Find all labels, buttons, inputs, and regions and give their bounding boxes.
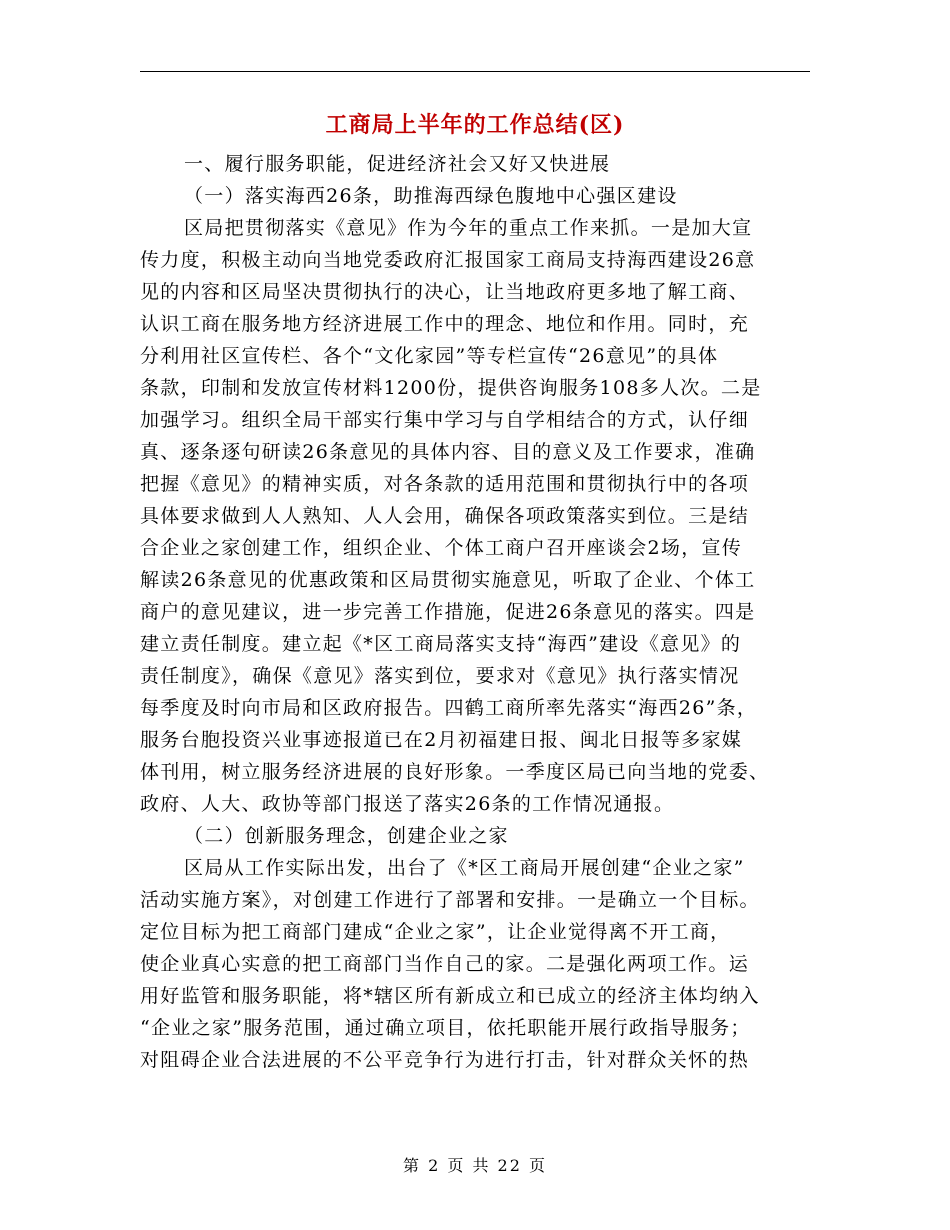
text-line: 条款，印制和发放宣传材料1200份，提供咨询服务108多人次。二是 <box>140 377 762 399</box>
text-line: 活动实施方案》，对创建工作进行了部署和安排。一是确立一个目标。 <box>140 889 760 911</box>
text-line: 体刊用，树立服务经济进展的良好形象。一季度区局已向当地的党委、 <box>140 761 770 783</box>
text-line: 建立责任制度。建立起《*区工商局落实支持“海西”建设《意见》的 <box>140 633 742 655</box>
text-line: 真、逐条逐句研读26条意见的具体内容、目的意义及工作要求，准确 <box>140 441 756 463</box>
text-line: 每季度及时向市局和区政府报告。四鹤工商所率先落实“海西26”条， <box>140 697 758 719</box>
text-line: （一）落实海西26条，助推海西绿色腹地中心强区建设 <box>184 185 678 207</box>
text-line: 合企业之家创建工作，组织企业、个体工商户召开座谈会2场，宣传 <box>140 537 743 559</box>
text-line: 加强学习。组织全局干部实行集中学习与自学相结合的方式，认仔细 <box>140 409 750 431</box>
page-footer: 第 2 页 共 22 页 <box>403 1156 547 1175</box>
text-line: 解读26条意见的优惠政策和区局贯彻实施意见，听取了企业、个体工 <box>140 569 756 591</box>
header-rule <box>140 71 810 72</box>
document-body <box>140 148 812 1076</box>
text-line: 分利用社区宣传栏、各个“文化家园”等专栏宣传“26意见”的具体 <box>140 345 719 367</box>
text-line: 责任制度》，确保《意见》落实到位，要求对《意见》执行落实情况 <box>140 665 740 687</box>
text-line: 商户的意见建议，进一步完善工作措施，促进26条意见的落实。四是 <box>140 601 756 623</box>
text-line: 定位目标为把工商部门建成“企业之家”，让企业觉得离不开工商， <box>140 921 731 943</box>
text-line: 服务台胞投资兴业事迹报道已在2月初福建日报、闽北日报等多家媒 <box>140 729 743 751</box>
text-line: 认识工商在服务地方经济进展工作中的理念、地位和作用。同时，充 <box>140 313 750 335</box>
document-title: 工商局上半年的工作总结(区) <box>325 112 625 138</box>
text-line: 政府、人大、政协等部门报送了落实26条的工作情况通报。 <box>140 793 675 815</box>
text-line: 一、履行服务职能，促进经济社会又好又快进展 <box>184 153 611 175</box>
text-line: 见的内容和区局坚决贯彻执行的决心，让当地政府更多地了解工商、 <box>140 281 750 303</box>
text-line: 区局把贯彻落实《意见》作为今年的重点工作来抓。一是加大宣 <box>184 217 753 239</box>
text-line: 传力度，积极主动向当地党委政府汇报国家工商局支持海西建设26意 <box>140 249 756 271</box>
text-line: “企业之家”服务范围，通过确立项目，依托职能开展行政指导服务； <box>140 1017 751 1039</box>
text-line: 对阻碍企业合法进展的不公平竞争行为进行打击，针对群众关怀的热 <box>140 1049 750 1071</box>
text-line: 使企业真心实意的把工商部门当作自己的家。二是强化两项工作。运 <box>140 953 750 975</box>
text-line: 区局从工作实际出发，出台了《*区工商局开展创建“企业之家” <box>184 857 745 879</box>
text-line: 把握《意见》的精神实质，对各条款的适用范围和贯彻执行中的各项 <box>140 473 750 495</box>
text-line: 用好监管和服务职能，将*辖区所有新成立和已成立的经济主体均纳入 <box>140 985 760 1007</box>
text-line: 具体要求做到人人熟知、人人会用，确保各项政策落实到位。三是结 <box>140 505 750 527</box>
text-line: （二）创新服务理念，创建企业之家 <box>184 825 509 847</box>
